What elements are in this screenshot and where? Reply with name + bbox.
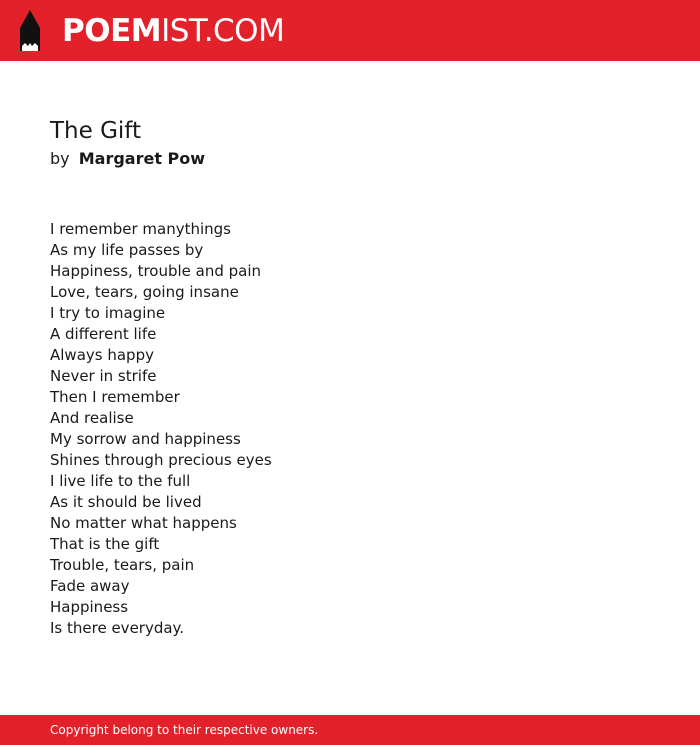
pencil-icon[interactable] [17, 10, 43, 51]
poem-line: I try to imagine [50, 304, 166, 322]
site-footer [0, 715, 700, 745]
poem-line: Always happy [50, 346, 154, 364]
poem-author[interactable]: Margaret Pow [78, 149, 206, 168]
poem-line: Love, tears, going insane [50, 283, 239, 301]
copyright-text: Copyright belong to their respective owners. [50, 723, 319, 737]
poem-line: Happiness [50, 598, 129, 616]
poem-byline [50, 149, 205, 169]
poem-line: Fade away [50, 577, 130, 595]
poem-line: Then I remember [50, 388, 180, 406]
logo-text-strong: POEM [62, 13, 162, 49]
poem-line: As my life passes by [50, 241, 204, 259]
site-header [0, 0, 700, 61]
poem-line: That is the gift [50, 535, 160, 553]
by-label: by [50, 149, 70, 168]
poem-line: I live life to the full [50, 472, 191, 490]
poem-line: A different life [50, 325, 157, 343]
poem-line: As it should be lived [50, 493, 202, 511]
poem-line: Happiness, trouble and pain [50, 262, 262, 280]
poem-line: No matter what happens [50, 514, 237, 532]
poem-line: Never in strife [50, 367, 157, 385]
poem-line: My sorrow and happiness [50, 430, 241, 448]
poem-line: Is there everyday. [50, 619, 185, 637]
site-logo[interactable] [62, 12, 284, 50]
poem-line: Shines through precious eyes [50, 451, 272, 469]
poem-body [50, 219, 272, 639]
poem-line: And realise [50, 409, 134, 427]
poem-line: Trouble, tears, pain [50, 556, 195, 574]
logo-text-light: IST.COM [161, 13, 285, 49]
poem-title: The Gift [50, 118, 142, 144]
poem-line: I remember manythings [50, 220, 231, 238]
